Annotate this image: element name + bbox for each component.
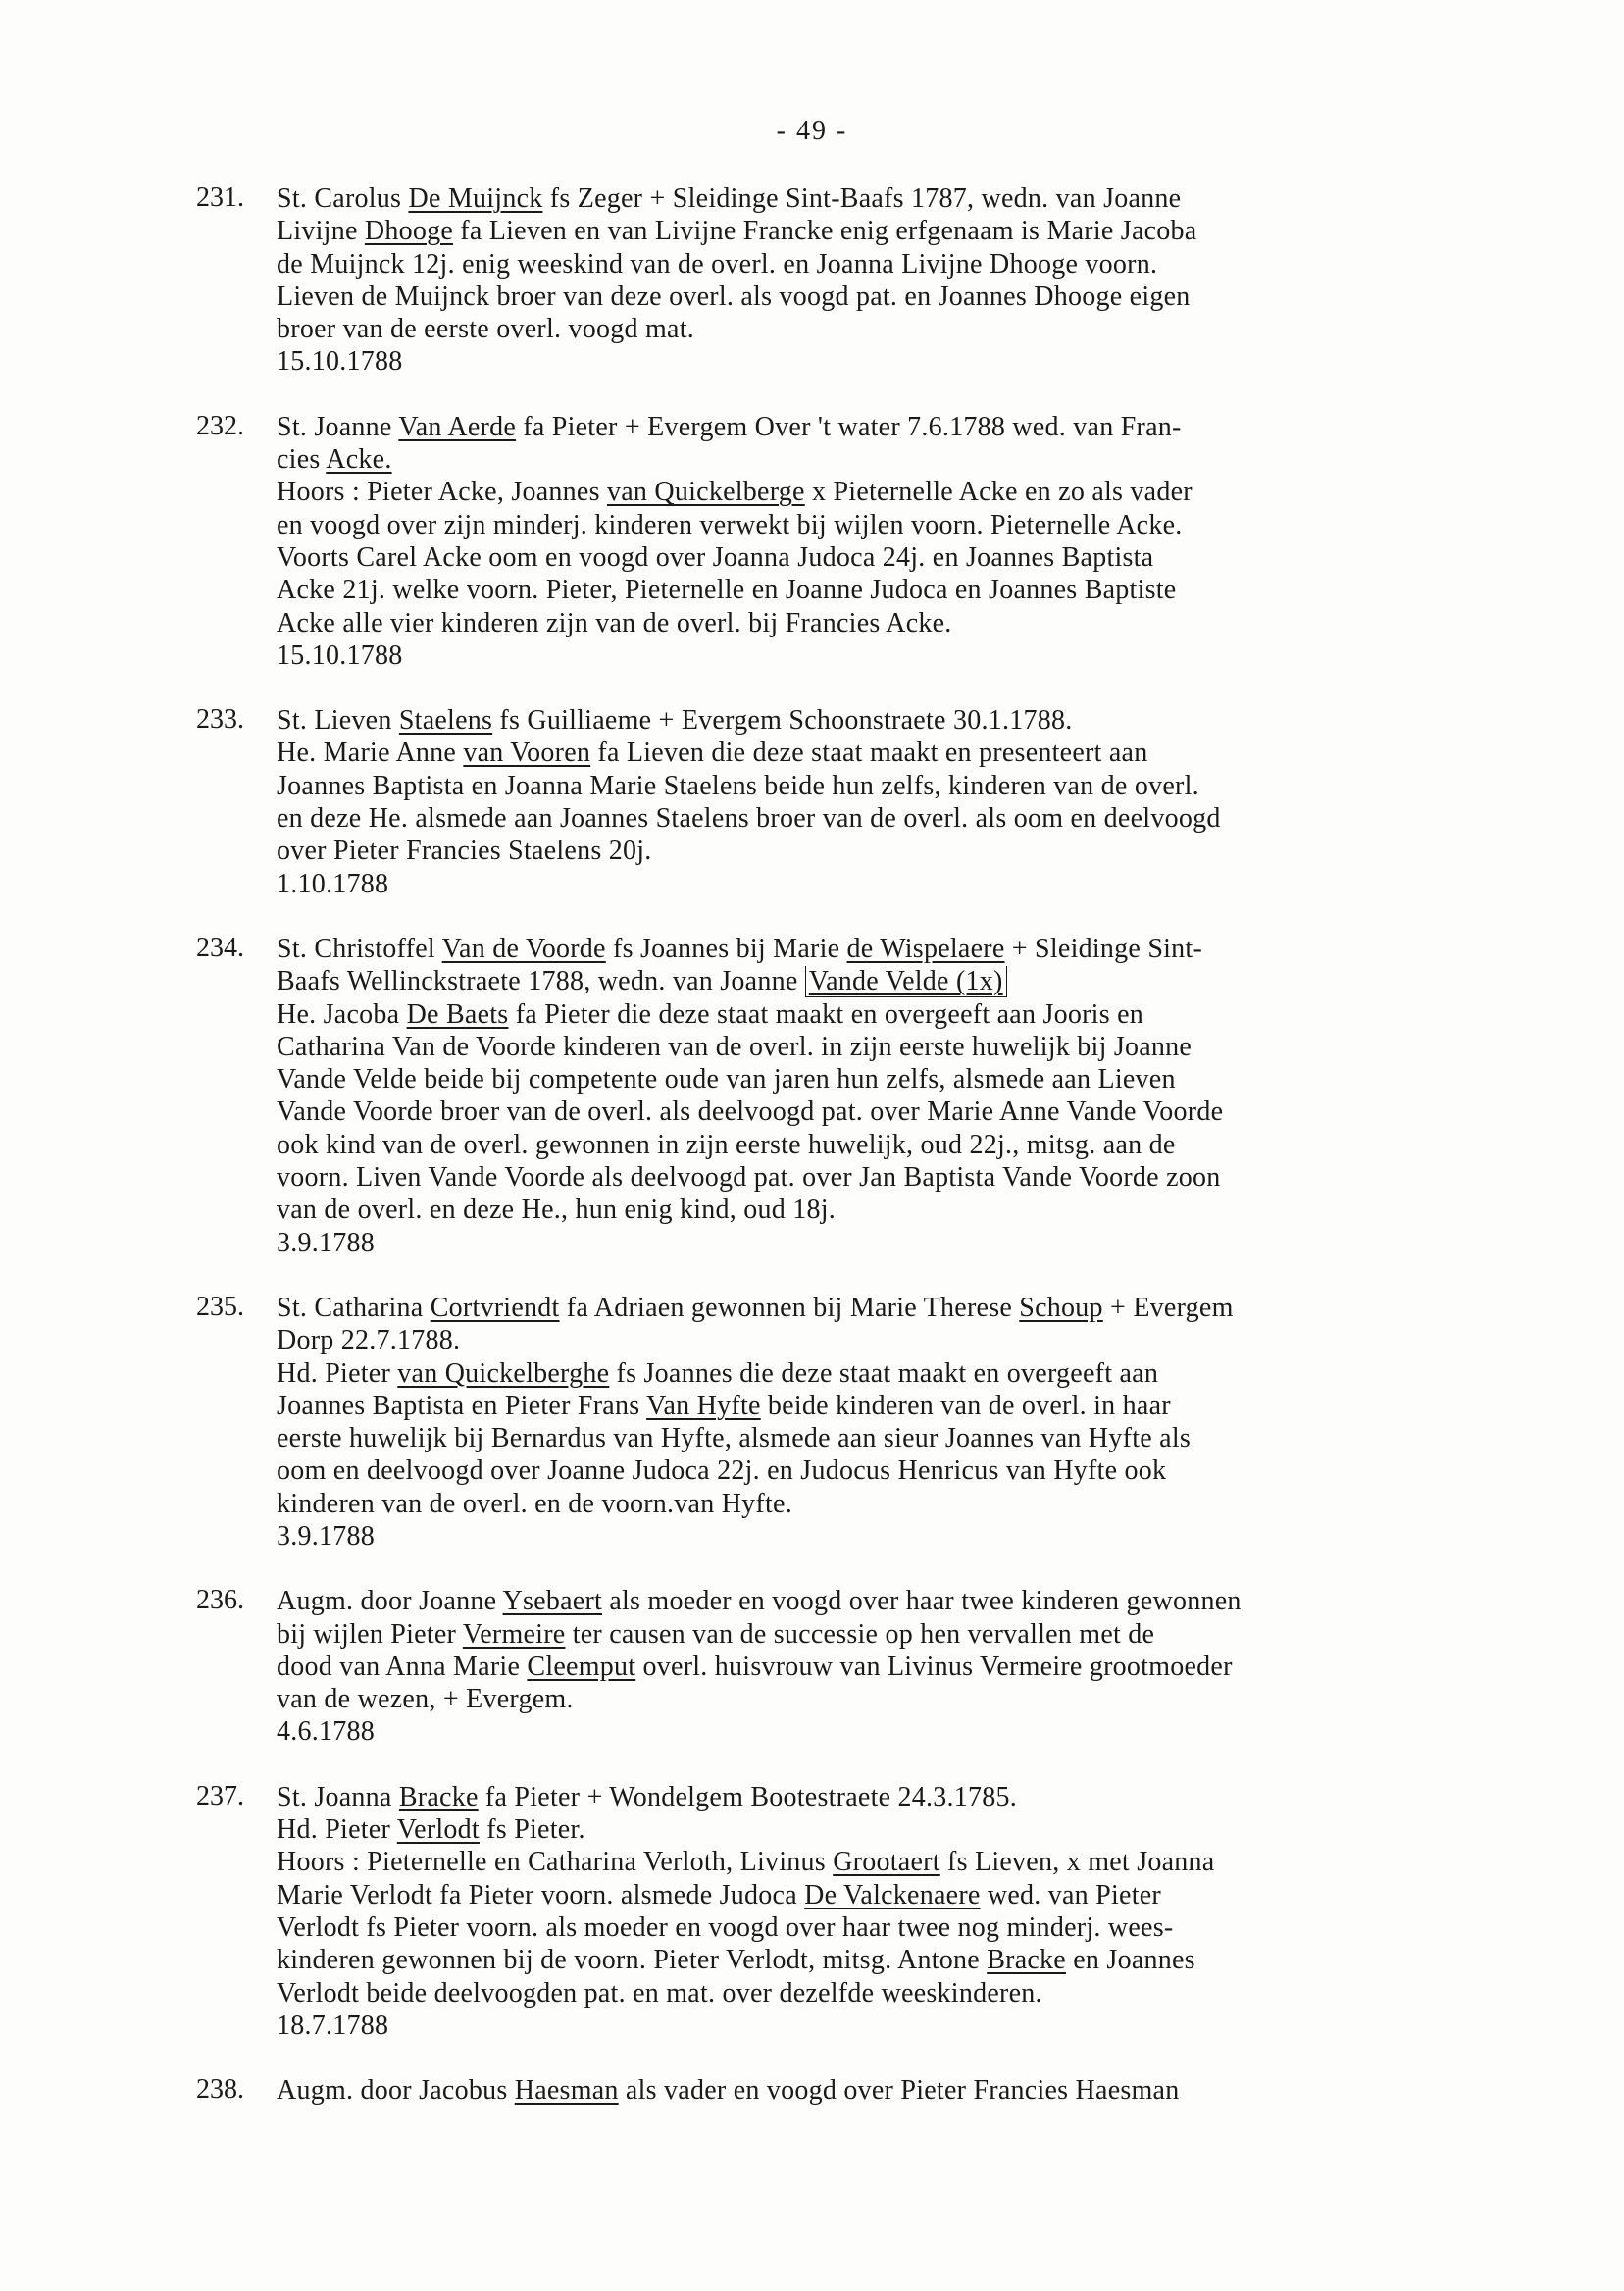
text-run: + Evergem [1102,1292,1234,1323]
text-run: Dorp 22.7.1788. [277,1325,461,1356]
text-run: fs Joannes die deze staat maakt en overgeeft aan [609,1357,1159,1389]
text-line [277,313,1579,345]
text-run: eerste huwelijk bij Bernardus van Hyfte, alsmede aan sieur Joannes van Hyfte als [277,1423,1192,1454]
text-line [277,1390,1579,1422]
text-line [277,1194,1579,1226]
text-line [277,1324,1579,1356]
entry-number: 231. [196,182,244,213]
text-run: St. Christoffel [277,933,442,964]
entry-number: 237. [196,1780,244,1811]
text-run: 3.9.1788 [277,1520,375,1552]
entry-232 [196,411,1579,672]
text-run: St. Joanna [277,1781,399,1812]
text-line [277,1161,1579,1194]
text-run: Lieven de Muijnck broer van deze overl. als voogd pat. en Joannes Dhooge eigen [277,280,1191,312]
text-line [277,541,1579,574]
text-run: Catharina Van de Voorde kinderen van de overl. in zijn eerste huwelijk bij Joanne [277,1031,1193,1062]
text-run: fs Guilliaeme + Evergem Schoonstraete 30.1.1788. [492,705,1073,737]
underlined-name: Cleemput [527,1651,636,1682]
page-number: - 49 - [776,116,848,146]
text-line [277,737,1579,769]
underlined-name: Vermeire [462,1618,566,1650]
text-line [277,1063,1579,1095]
underlined-name: Van Aerde [398,411,517,442]
underlined-name: Ysebaert [502,1586,603,1617]
text-line [277,607,1579,639]
text-line [277,1846,1579,1878]
text-run: ook kind van de overl. gewonnen in zijn eerste huwelijk, oud 22j., mitsg. aan de [277,1129,1176,1160]
text-run: St. Joanne [277,411,399,442]
underlined-name: Staelens [398,705,493,737]
text-line [277,1651,1579,1683]
text-run: fa Lieven en van Livijne Francke enig erfgenaam is Marie Jacoba [453,216,1197,247]
text-run: fa Lieven die deze staat maakt en presenteert aan [590,738,1148,769]
entry-235 [196,1292,1579,1553]
text-run: broer van de eerste overl. voogd mat. [277,314,694,345]
text-line [277,182,1579,215]
text-run: x Pieternelle Acke en zo als vader [804,477,1193,508]
underlined-name: Haesman [514,2075,619,2107]
text-line [277,1227,1579,1259]
text-run: fs Pieter. [479,1814,585,1846]
text-line [277,248,1579,280]
text-line [277,1813,1579,1846]
text-line [277,704,1579,737]
underlined-name: Dhooge [364,216,454,247]
underlined-name: Van Hyfte [646,1390,761,1421]
text-run: Augm. door Joanne [277,1586,503,1617]
text-run: en Joannes [1066,1945,1195,1976]
entry-236 [196,1585,1579,1748]
entry-234 [196,933,1579,1259]
text-run: voorn. Liven Vande Voorde als deelvoogd pat. over Jan Baptista Vande Voorde zoon [277,1162,1221,1194]
text-line [277,1454,1579,1487]
text-line [277,770,1579,802]
text-run: oom en deelvoogd over Joanne Judoca 22j. en Judocus Henricus van Hyfte ook [277,1455,1167,1487]
text-line [277,345,1579,378]
underlined-name: Acke. [326,444,392,476]
text-line [277,868,1579,900]
text-line [277,1422,1579,1454]
underlined-name: Bracke [398,1781,479,1812]
text-run: Marie Verlodt fa Pieter voorn. alsmede Judoca [277,1879,805,1910]
underlined-name: De Valckenaere [804,1879,981,1910]
entry-text [277,2074,1579,2107]
text-line [277,2010,1579,2042]
text-line [277,965,1579,997]
text-line [277,1781,1579,1813]
text-run: fs Zeger + Sleidinge Sint-Baafs 1787, wedn. van Joanne [542,183,1182,214]
text-run: en voogd over zijn minderj. kinderen verwekt bij wijlen voorn. Pieternelle Acke. [277,509,1183,540]
text-run: 18.7.1788 [277,2010,389,2041]
text-line [277,215,1579,247]
text-line [277,835,1579,867]
text-run: de Muijnck 12j. enig weeskind van de overl. en Joanna Livijne Dhooge voorn. [277,248,1158,280]
text-run: fs Lieven, x met Joanna [939,1847,1215,1878]
text-line [277,1095,1579,1128]
text-run: Livijne [277,216,365,247]
underlined-name: Van de Voorde [441,933,606,964]
underlined-name: Cortvriendt [430,1292,560,1323]
document-body [196,182,1579,2139]
text-run: beide kinderen van de overl. in haar [760,1390,1171,1421]
text-line [277,1618,1579,1651]
text-line [277,476,1579,508]
text-run: kinderen van de overl. en de voorn.van Hyfte. [277,1488,792,1519]
underlined-name: Grootaert [833,1847,940,1878]
text-line [277,802,1579,835]
text-run: ter causen van de successie op hen vervallen met de [565,1618,1155,1650]
underlined-name: van Quickelberge [606,477,805,508]
text-run: Hd. Pieter [277,1357,398,1389]
text-line [277,509,1579,541]
text-line [277,1683,1579,1715]
text-line [277,280,1579,313]
text-line [277,1520,1579,1553]
entry-text [277,1781,1579,2042]
text-run: Joannes Baptista en Pieter Frans [277,1390,647,1421]
text-run: Baafs Wellinckstraete 1788, wedn. van Joanne [277,966,805,997]
text-run: fs Joannes bij Marie [605,933,847,964]
entry-text [277,704,1579,900]
entry-233 [196,704,1579,900]
text-run: 4.6.1788 [277,1716,375,1748]
text-run: He. Jacoba [277,998,407,1030]
text-line [277,1715,1579,1748]
underlined-name: Verlodt [396,1814,480,1846]
text-line [277,1911,1579,1944]
entry-238 [196,2074,1579,2107]
text-run: Verlodt beide deelvoogden pat. en mat. over dezelfde weeskinderen. [277,1977,1042,2009]
text-run: wed. van Pieter [980,1879,1161,1910]
underlined-name: Schoup [1019,1292,1103,1323]
text-run: 3.9.1788 [277,1227,375,1258]
underlined-name: De Muijnck [408,183,543,214]
text-run: fa Adriaen gewonnen bij Marie Therese [559,1292,1020,1323]
entry-number: 236. [196,1585,244,1616]
underlined-name: Bracke [987,1945,1066,1976]
text-run: St. Catharina [277,1292,431,1323]
text-run: van de wezen, + Evergem. [277,1684,574,1715]
underlined-name: Vande Velde (1x) [805,966,1007,997]
underlined-name: de Wispelaere [846,933,1005,964]
text-run: Voorts Carel Acke oom en voogd over Joanna Judoca 24j. en Joannes Baptista [277,541,1154,573]
text-run: Acke 21j. welke voorn. Pieter, Pieternelle en Joanne Judoca en Joannes Baptiste [277,575,1177,606]
underlined-name: De Baets [406,998,509,1030]
underlined-name: van Vooren [463,738,591,769]
text-run: Joannes Baptista en Joanna Marie Staelens beide hun zelfs, kinderen van de overl. [277,770,1199,801]
text-run: Vande Voorde broer van de overl. als deelvoogd pat. over Marie Anne Vande Voorde [277,1096,1224,1128]
text-run: fa Pieter + Wondelgem Bootestraete 24.3.1785. [478,1781,1018,1812]
entry-number: 234. [196,932,244,963]
entry-number: 233. [196,704,244,736]
entry-number: 238. [196,2074,244,2106]
text-line [277,1879,1579,1911]
text-line [277,1977,1579,2010]
text-line [277,411,1579,443]
text-line [277,1031,1579,1063]
entry-number: 235. [196,1291,244,1322]
text-line [277,1292,1579,1324]
text-run: Verlodt fs Pieter voorn. als moeder en voogd over haar twee nog minderj. wees- [277,1911,1174,1943]
text-run: over Pieter Francies Staelens 20j. [277,836,652,867]
text-run: + Sleidinge Sint- [1004,933,1203,964]
entry-text [277,933,1579,1259]
text-run: Vande Velde beide bij competente oude van jaren hun zelfs, alsmede aan Lieven [277,1064,1176,1095]
text-run: als moeder en voogd over haar twee kinderen gewonnen [602,1586,1242,1617]
underlined-name: van Quickelberghe [397,1357,610,1389]
text-line [277,574,1579,606]
text-run: kinderen gewonnen bij de voorn. Pieter Verlodt, mitsg. Antone [277,1945,988,1976]
text-run: 15.10.1788 [277,346,403,378]
text-run: Augm. door Jacobus [277,2075,515,2107]
text-run: van de overl. en deze He., hun enig kind, oud 18j. [277,1195,837,1226]
text-line [277,639,1579,672]
entry-237 [196,1781,1579,2042]
text-run: cies [277,444,327,476]
text-run: St. Carolus [277,183,409,214]
entry-text [277,1292,1579,1553]
text-run: en deze He. alsmede aan Joannes Staelens broer van de overl. als oom en deelvoogd [277,803,1221,835]
entry-231 [196,182,1579,379]
text-line [277,1944,1579,1976]
text-run: Hoors : Pieternelle en Catharina Verloth, Livinus [277,1847,834,1878]
text-run: Acke alle vier kinderen zijn van de overl. bij Francies Acke. [277,607,952,638]
text-line [277,1585,1579,1617]
text-line [277,1129,1579,1161]
text-run: fa Pieter die deze staat maakt en overgeeft aan Jooris en [508,998,1144,1030]
text-line [277,1357,1579,1390]
entry-text [277,411,1579,672]
text-run: bij wijlen Pieter [277,1618,463,1650]
text-run: 1.10.1788 [277,868,389,899]
text-line [277,933,1579,965]
entry-text [277,182,1579,379]
text-line [277,1488,1579,1520]
text-run: 15.10.1788 [277,639,403,671]
text-run: Hd. Pieter [277,1814,397,1846]
text-run: He. Marie Anne [277,738,464,769]
entry-number: 232. [196,410,244,441]
text-run: dood van Anna Marie [277,1651,528,1682]
text-line [277,998,1579,1031]
text-run: als vader en voogd over Pieter Francies Haesman [618,2075,1180,2107]
entry-text [277,1585,1579,1748]
text-run: fa Pieter + Evergem Over 't water 7.6.1788 wed. van Fran- [516,411,1182,442]
text-line [277,443,1579,476]
text-line [277,2074,1579,2107]
text-run: overl. huisvrouw van Livinus Vermeire grootmoeder [635,1651,1233,1682]
text-run: Hoors : Pieter Acke, Joannes [277,477,607,508]
text-run: St. Lieven [277,705,399,737]
